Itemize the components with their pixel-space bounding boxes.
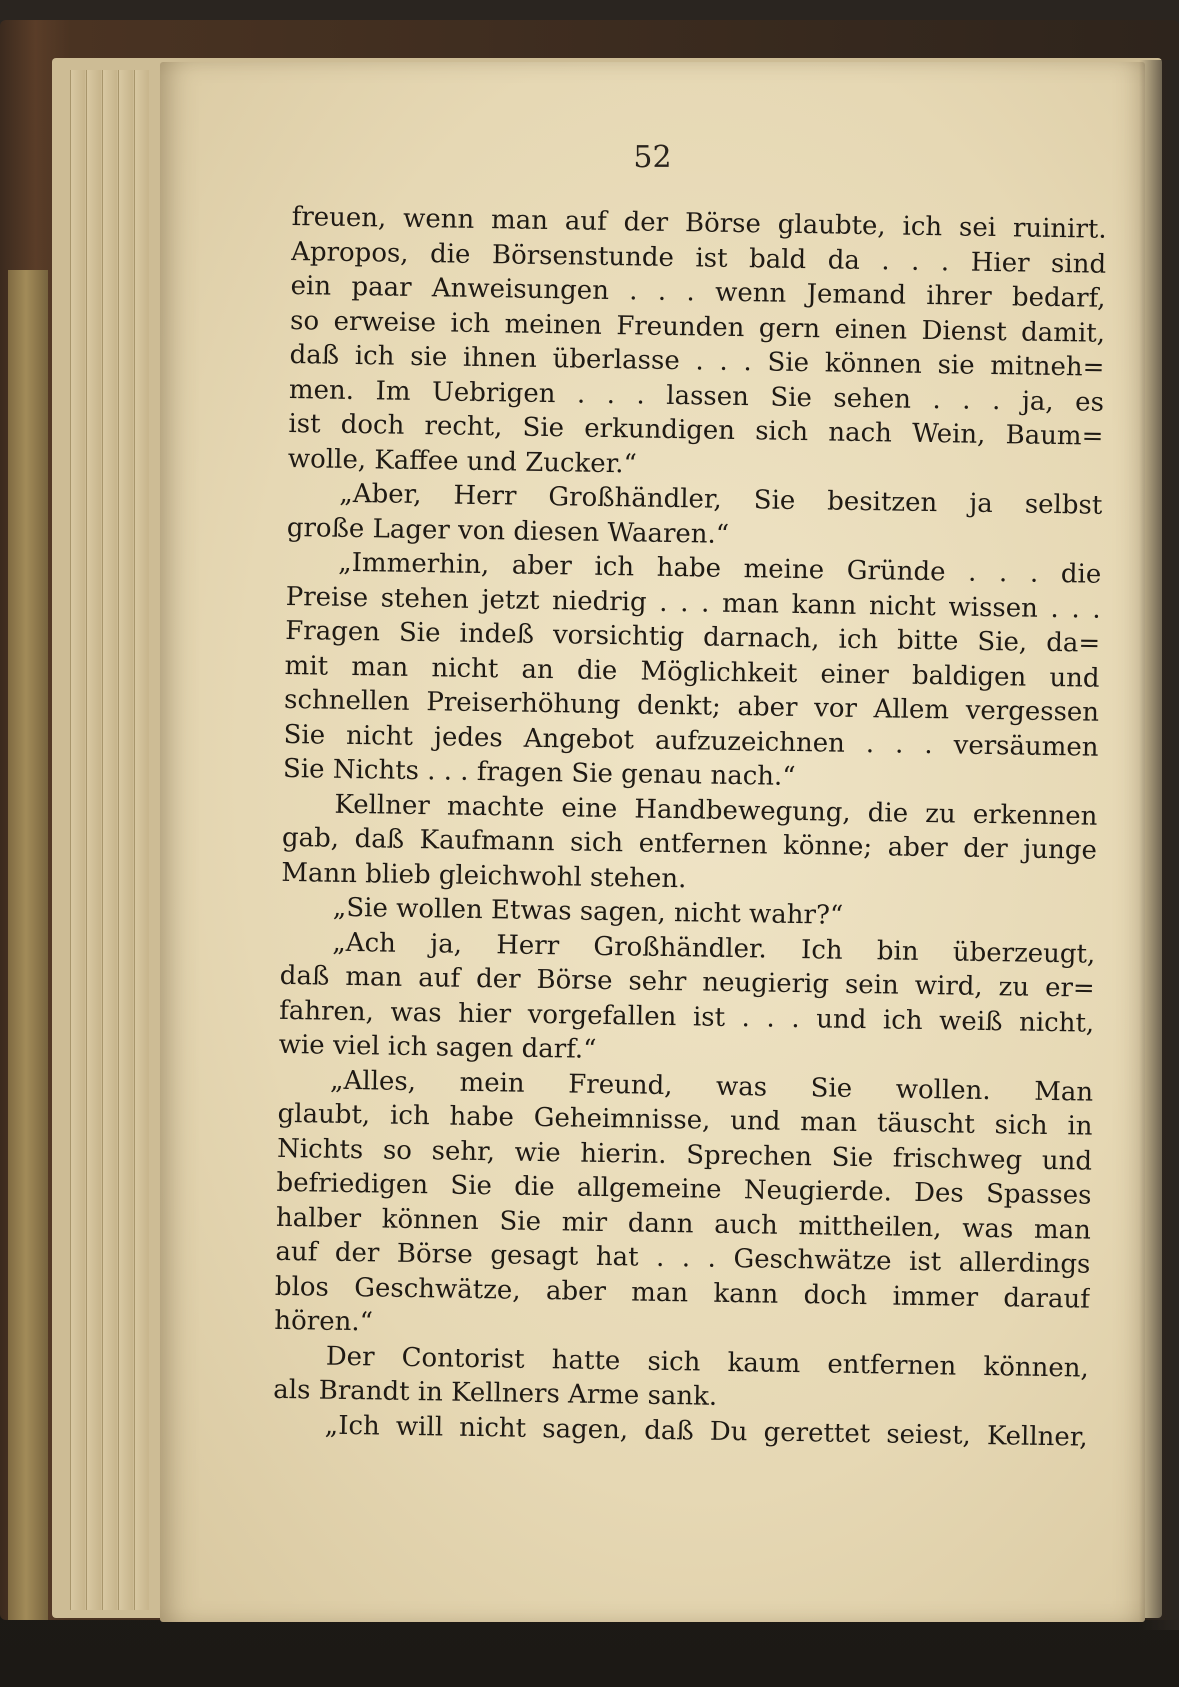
text-line: so erweise ich meinen Freunden gern einen Dienst damit, (289, 305, 1106, 349)
page-number: 52 (633, 140, 672, 175)
page-edge (118, 70, 133, 1610)
text-line: Kellner machte eine Handbewegung, die zu erkennen (334, 789, 1098, 832)
text-line: daß ich sie ihnen überlasse . . . Sie können sie mitneh= (289, 339, 1105, 383)
page-edge (134, 70, 149, 1610)
text-line: schnellen Preiserhöhung denkt; aber vor Allem vergessen (283, 684, 1100, 728)
text-line: befriedigen Sie die allgemeine Neugierde. Des Spasses (276, 1167, 1092, 1211)
text-line: große Lager von diesen Waaren.“ (286, 512, 730, 550)
text-line: freuen, wenn man auf der Börse glaubte, ich sei ruinirt. (291, 201, 1107, 245)
text-line: auf der Börse gesagt hat . . . Geschwätze ist allerdings (275, 1236, 1091, 1280)
text-line: Mann blieb gleichwohl stehen. (281, 857, 687, 894)
text-line: Apropos, die Börsenstunde ist bald da . . . Hier sind (290, 236, 1107, 280)
text-line: men. Im Uebrigen . . . lassen Sie sehen . . . ja, es (288, 374, 1105, 418)
text-line: „Aber, Herr Großhändler, Sie besitzen ja selbst (339, 478, 1103, 521)
text-line: „Ach ja, Herr Großhändler. Ich bin überzeugt, (332, 927, 1096, 970)
text-line: „Alles, mein Freund, was Sie wollen. Man (329, 1065, 1094, 1108)
binding-shadow (1139, 60, 1179, 1630)
text-line: Preise stehen jetzt niedrig . . . man kann nicht wissen . . . (285, 581, 1101, 625)
page-edge (102, 70, 117, 1610)
text-line: glaubt, ich habe Geheimnisse, und man täuscht sich in (277, 1098, 1093, 1142)
text-line: Sie nicht jedes Angebot aufzuzeichnen . . . versäumen (283, 719, 1099, 763)
page-edge (86, 70, 101, 1610)
text-line: „Ich will nicht sagen, daß Du gerettet seiest, Kellner, (324, 1410, 1088, 1453)
text-line: als Brandt in Kellners Arme sank. (273, 1374, 718, 1412)
book-page (160, 62, 1145, 1622)
text-line: daß man auf der Börse sehr neugierig sein wird, zu er= (279, 960, 1095, 1004)
text-line: „Sie wollen Etwas sagen, nicht wahr?“ (332, 892, 844, 931)
text-line: ein paar Anweisungen . . . wenn Jemand ihrer bedarf, (290, 270, 1106, 314)
text-line: Nichts so sehr, wie hierin. Sprechen Sie frischweg und (276, 1133, 1093, 1177)
text-line: ist doch recht, Sie erkundigen sich nach Wein, Baum= (288, 408, 1104, 452)
text-line: „Immerhin, aber ich habe meine Gründe . . . die (338, 547, 1102, 590)
text-line: hören.“ (274, 1305, 374, 1338)
text-line: halber können Sie mir dann auch mittheilen, was man (275, 1202, 1092, 1246)
text-line: blos Geschwätze, aber man kann doch immer darauf (274, 1271, 1091, 1315)
text-line: wolle, Kaffee und Zucker.“ (287, 443, 638, 479)
text-line: gab, daß Kaufmann sich entfernen könne; aber der junge (281, 822, 1098, 866)
text-line: wie viel ich sagen darf.“ (278, 1029, 597, 1065)
book-spine (8, 270, 48, 1620)
text-line: fahren, was hier vorgefallen ist . . . und ich weiß nicht, (279, 995, 1095, 1039)
page-text (272, 200, 1106, 1455)
text-line: Sie Nichts . . . fragen Sie genau nach.“ (282, 753, 796, 792)
text-line: Fragen Sie indeß vorsichtig darnach, ich bitte Sie, da= (284, 615, 1101, 659)
text-line: Der Contorist hatte sich kaum entfernen können, (325, 1341, 1089, 1384)
text-line: mit man nicht an die Möglichkeit einer baldigen und (284, 650, 1100, 694)
page-edge (70, 70, 85, 1610)
